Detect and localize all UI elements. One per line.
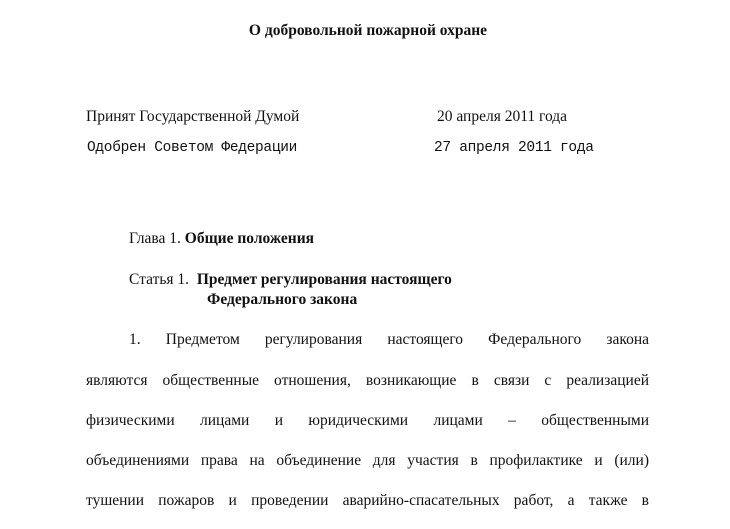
chapter-heading bbox=[129, 230, 314, 248]
document-title: О добровольной пожарной охране bbox=[248, 22, 488, 39]
body-text-line: являются общественные отношения, возникающие в связи с реализацией bbox=[86, 372, 649, 389]
chapter-prefix: Глава 1. bbox=[129, 230, 181, 247]
body-text-line: объединениями права на объединение для участия в профилактике и (или) bbox=[86, 452, 649, 469]
article-prefix: Статья 1. bbox=[129, 271, 190, 288]
adopted-date: 20 апреля 2011 года bbox=[437, 108, 568, 125]
article-title-line-1: Предмет регулирования настоящего bbox=[196, 271, 452, 288]
chapter-title: Общие положения bbox=[184, 230, 315, 247]
adopted-by-label: Принят Государственной Думой bbox=[86, 108, 300, 125]
article-heading bbox=[129, 271, 452, 289]
body-text-line: тушении пожаров и проведении аварийно-спасательных работ, а также в bbox=[86, 492, 649, 509]
approved-by-label: Одобрен Советом Федерации bbox=[87, 140, 298, 156]
approved-date: 27 апреля 2011 года bbox=[434, 140, 594, 156]
body-text-line: 1. Предметом регулирования настоящего Федерального закона bbox=[129, 331, 649, 348]
article-title-line-2: Федерального закона bbox=[207, 291, 358, 308]
body-text-line: физическими лицами и юридическими лицами – общественными bbox=[86, 412, 649, 429]
